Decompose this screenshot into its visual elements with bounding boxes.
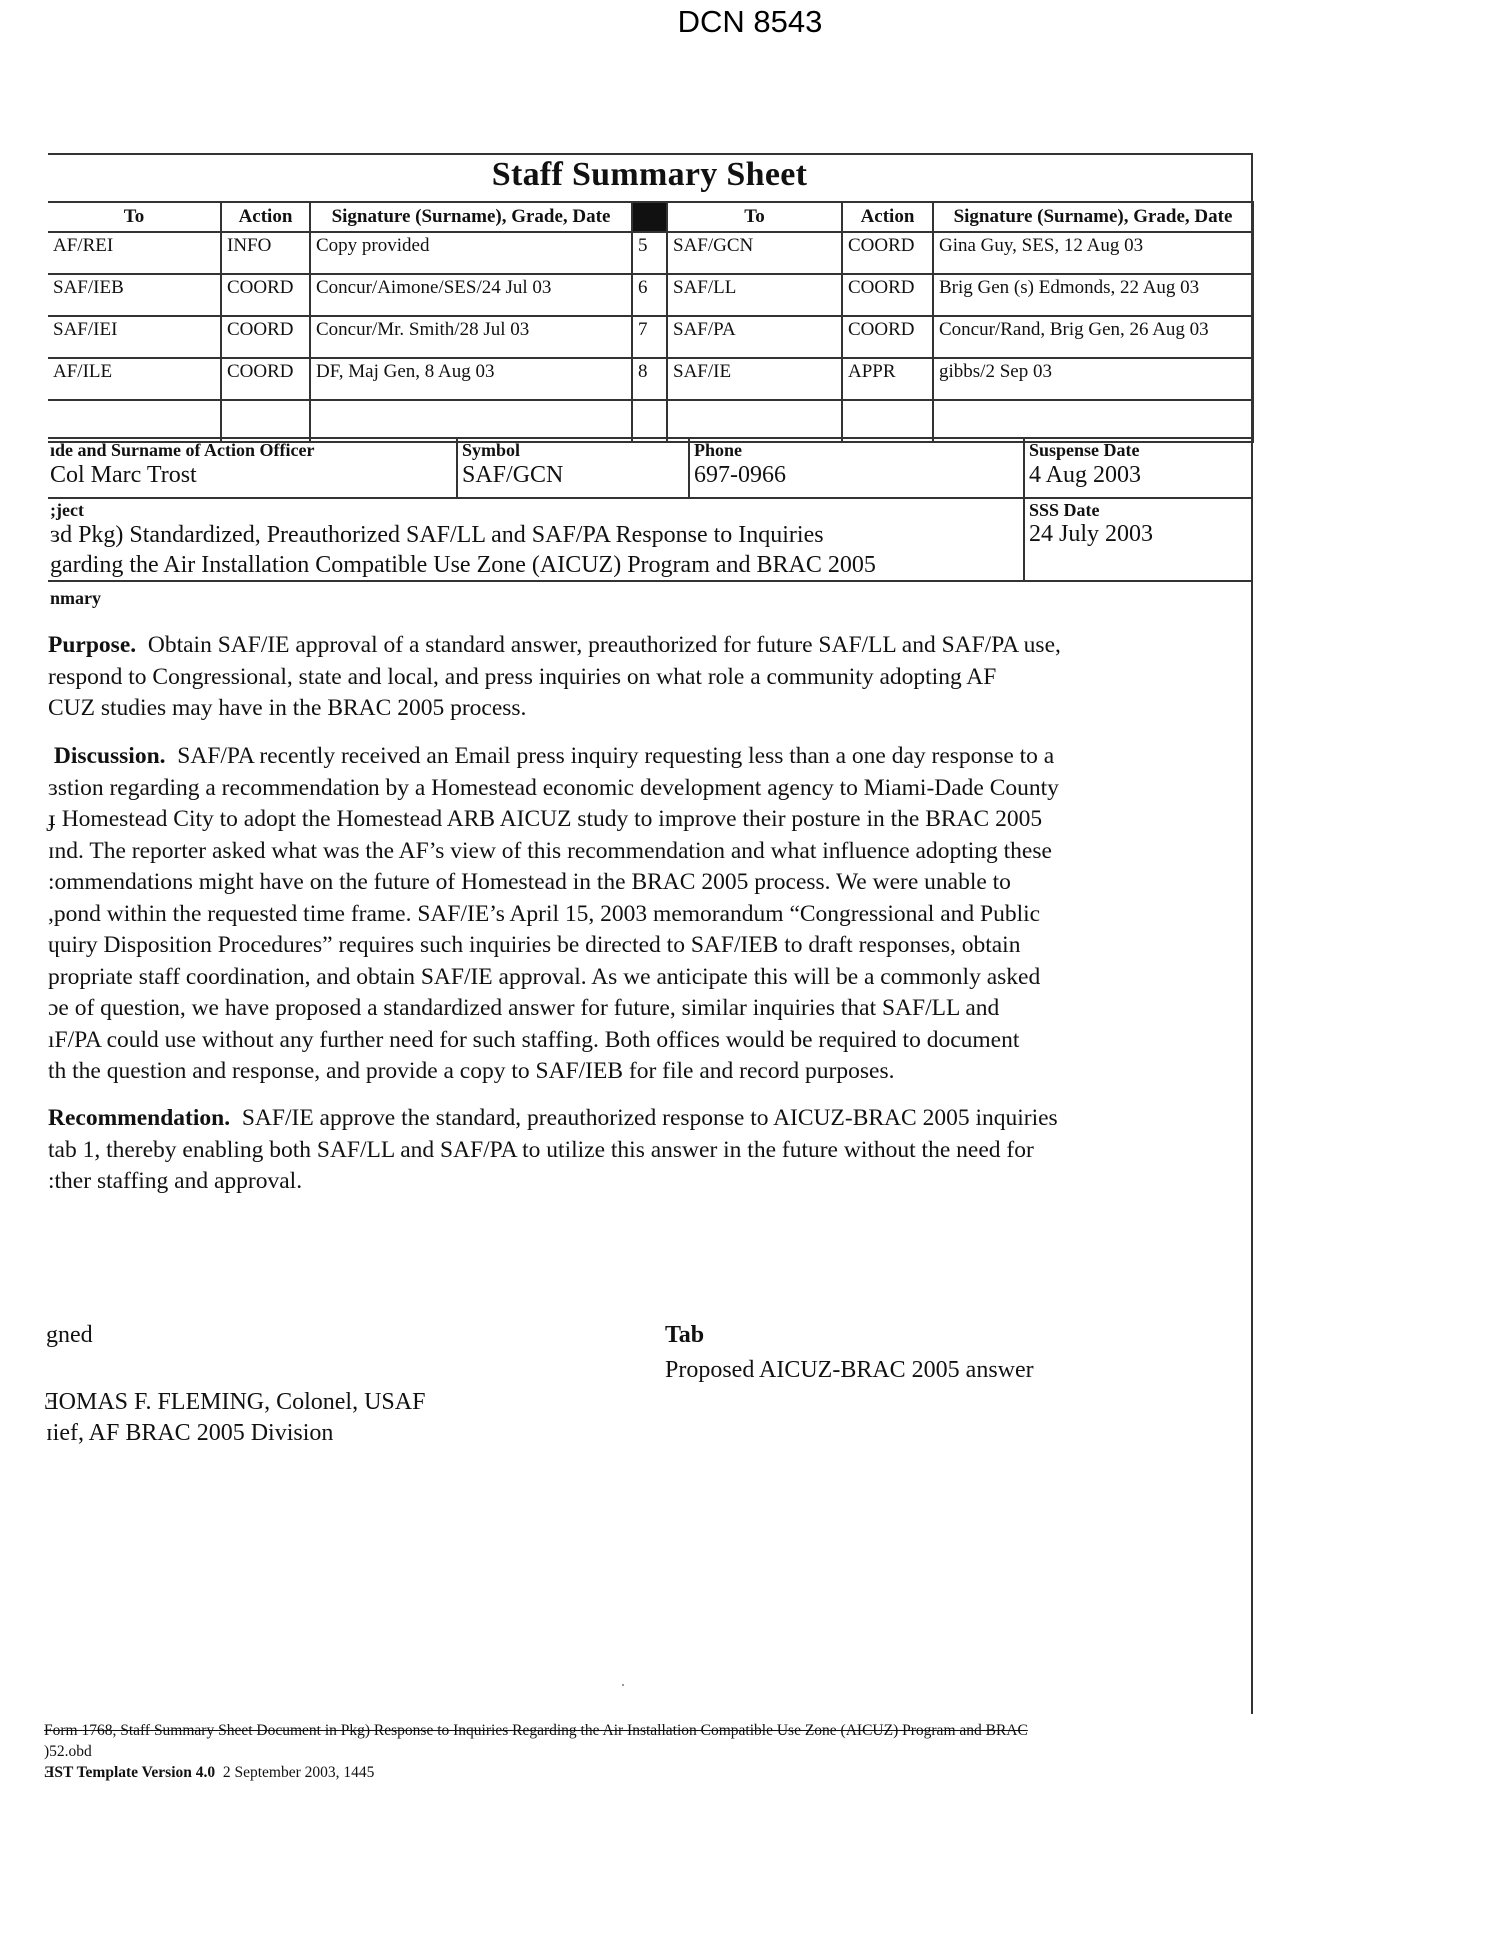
routing-signature-2 [933, 400, 1253, 442]
purpose-line: CUZ studies may have in the BRAC 2005 process. [48, 695, 527, 721]
discussion-line: ɜstion regarding a recommendation by a Homestead economic development agency to Miami-Dade County [48, 774, 1059, 801]
discussion-paragraph [48, 741, 1248, 1088]
footer-line-2: )52.obd [44, 1743, 92, 1760]
action-officer-block [48, 437, 1253, 582]
signer-name: ƎOMAS F. FLEMING, Colonel, USAF [44, 1389, 426, 1415]
suspense-date-label: Suspense Date [1029, 440, 1140, 460]
tab-item: Proposed AICUZ-BRAC 2005 answer [665, 1357, 1034, 1383]
action-officer-name: Col Marc Trost [50, 462, 197, 488]
subject-line-2: garding the Air Installation Compatible Use Zone (AICUZ) Program and BRAC 2005 [50, 552, 876, 578]
recommendation-line: tab 1, thereby enabling both SAF/LL and SAF/PA to utilize this answer in the future without the need for [48, 1136, 1034, 1163]
routing-action: COORD [221, 316, 310, 358]
routing-row [48, 274, 1253, 316]
purpose-line-1 [48, 630, 1248, 662]
routing-number: 8 [632, 358, 667, 400]
tab-heading: Tab [665, 1322, 705, 1348]
discussion-line: ɥuiry Disposition Procedures” requires such inquiries be directed to SAF/IEB to draft responses, obtain [48, 932, 1021, 958]
routing-to-2: SAF/GCN [667, 232, 842, 274]
form-title: Staff Summary Sheet [491, 156, 808, 193]
header-action: Action [221, 202, 310, 232]
footer-template-version: ƎST Template Version 4.0 [44, 1764, 216, 1781]
routing-signature: DF, Maj Gen, 8 Aug 03 [310, 358, 632, 400]
routing-to-2: SAF/IE [667, 358, 842, 400]
routing-signature-2: Gina Guy, SES, 12 Aug 03 [933, 232, 1253, 274]
summary-label: nmary [50, 588, 101, 608]
discussion-line: ,pond within the requested time frame. SAF/IE’s April 15, 2003 memorandum “Congressional and Public [48, 900, 1041, 927]
routing-row [48, 316, 1253, 358]
routing-action-2: COORD [842, 274, 933, 316]
phone-label: Phone [694, 440, 743, 460]
discussion-line-1 [48, 741, 1248, 773]
subject-line-1: ɜd Pkg) Standardized, Preauthorized SAF/LL and SAF/PA Response to Inquiries [50, 522, 824, 548]
routing-action-2: COORD [842, 316, 933, 358]
recommendation-heading: Recommendation. [48, 1105, 231, 1131]
routing-header-row [48, 202, 1253, 232]
sss-date-label: SSS Date [1029, 500, 1100, 520]
recommendation-line: :ther staffing and approval. [48, 1168, 303, 1194]
routing-signature-2: Concur/Rand, Brig Gen, 26 Aug 03 [933, 316, 1253, 358]
routing-number: 5 [632, 232, 667, 274]
purpose-line: respond to Congressional, state and local, and press inquiries on what role a community adopting AF [48, 663, 997, 690]
sss-date-value: 24 July 2003 [1029, 521, 1154, 547]
action-officer-label: ıde and Surname of Action Officer [50, 440, 315, 460]
discussion-text: SAF/PA recently received an Email press inquiry requesting less than a one day response to a [177, 743, 1055, 769]
routing-signature-2: gibbs/2 Sep 03 [933, 358, 1253, 400]
routing-signature-2: Brig Gen (s) Edmonds, 22 Aug 03 [933, 274, 1253, 316]
routing-signature: Concur/Aimone/SES/24 Jul 03 [310, 274, 632, 316]
divider [456, 437, 458, 497]
recommendation-line-1 [48, 1103, 1248, 1135]
divider [48, 437, 1253, 439]
divider [688, 437, 690, 497]
discussion-line: ıF/PA could use without any further need for such staffing. Both offices would be required to document [48, 1026, 1020, 1053]
recommendation-paragraph [48, 1103, 1248, 1198]
routing-signature: Concur/Mr. Smith/28 Jul 03 [310, 316, 632, 358]
signed-label: gned [46, 1322, 93, 1348]
footer-timestamp: 2 September 2003, 1445 [222, 1764, 375, 1781]
footer-line-1: Form 1768, Staff Summary Sheet Document in Pkg) Response to Inquiries Regarding the Air Installation Compatible Use Zone (AICUZ) Program and BRAC [44, 1722, 1028, 1739]
discussion-line: propriate staff coordination, and obtain SAF/IE approval. As we anticipate this will be a commonly asked [48, 963, 1041, 990]
routing-row [48, 232, 1253, 274]
routing-to-2 [667, 400, 842, 442]
header-action-2: Action [842, 202, 933, 232]
routing-signature: Copy provided [310, 232, 632, 274]
signer-title: ɪief, AF BRAC 2005 Division [46, 1420, 334, 1446]
discussion-line: th the question and response, and provide a copy to SAF/IEB for file and record purposes. [48, 1058, 895, 1084]
routing-to: SAF/IEB [48, 274, 221, 316]
symbol-label: Symbol [462, 440, 521, 460]
routing-to [48, 400, 221, 442]
subject-label: ;ject [50, 500, 84, 520]
phone-value: 697-0966 [694, 462, 786, 488]
routing-action: INFO [221, 232, 310, 274]
header-signature-2: Signature (Surname), Grade, Date [933, 202, 1253, 232]
routing-row [48, 358, 1253, 400]
suspense-date-value: 4 Aug 2003 [1029, 462, 1142, 488]
routing-to: SAF/IEI [48, 316, 221, 358]
header-signature: Signature (Surname), Grade, Date [310, 202, 632, 232]
divider [48, 497, 1253, 499]
routing-number [632, 400, 667, 442]
purpose-paragraph [48, 630, 1248, 725]
discussion-line: ɟ Homestead City to adopt the Homestead ARB AICUZ study to improve their posture in the BRAC 2005 [48, 806, 1043, 832]
routing-to-2: SAF/LL [667, 274, 842, 316]
purpose-heading: Purpose. [48, 632, 137, 658]
routing-signature [310, 400, 632, 442]
routing-table [48, 201, 1254, 443]
discussion-line: ɔe of question, we have proposed a standardized answer for future, similar inquiries that SAF/LL and [48, 995, 1000, 1021]
purpose-text: Obtain SAF/IE approval of a standard answer, preauthorized for future SAF/LL and SAF/PA use, [147, 632, 1061, 658]
routing-action [221, 400, 310, 442]
routing-to: AF/ILE [48, 358, 221, 400]
header-to-2: To [667, 202, 842, 232]
routing-action-2: APPR [842, 358, 933, 400]
divider [1023, 437, 1025, 582]
routing-action: COORD [221, 358, 310, 400]
footer-line-3 [44, 1764, 374, 1782]
symbol-value: SAF/GCN [462, 462, 564, 488]
scan-speck [622, 1684, 624, 1686]
routing-number: 7 [632, 316, 667, 358]
discussion-line: ɪnd. The reporter asked what was the AF’s view of this recommendation and what influence adopting these [48, 837, 1052, 864]
routing-action-2: COORD [842, 232, 933, 274]
routing-to-2: SAF/PA [667, 316, 842, 358]
header-to: To [48, 202, 221, 232]
routing-number: 6 [632, 274, 667, 316]
routing-action-2 [842, 400, 933, 442]
recommendation-text: SAF/IE approve the standard, preauthorized response to AICUZ-BRAC 2005 inquiries [241, 1105, 1058, 1131]
form-top-border [48, 153, 1253, 155]
routing-to: AF/REI [48, 232, 221, 274]
routing-row-empty [48, 400, 1253, 442]
dcn-number: DCN 8543 [677, 4, 823, 39]
discussion-heading: Discussion. [53, 743, 166, 769]
discussion-line: :ommendations might have on the future of Homestead in the BRAC 2005 process. We were unable to [48, 869, 1011, 895]
routing-action: COORD [221, 274, 310, 316]
header-number-block [632, 202, 667, 232]
